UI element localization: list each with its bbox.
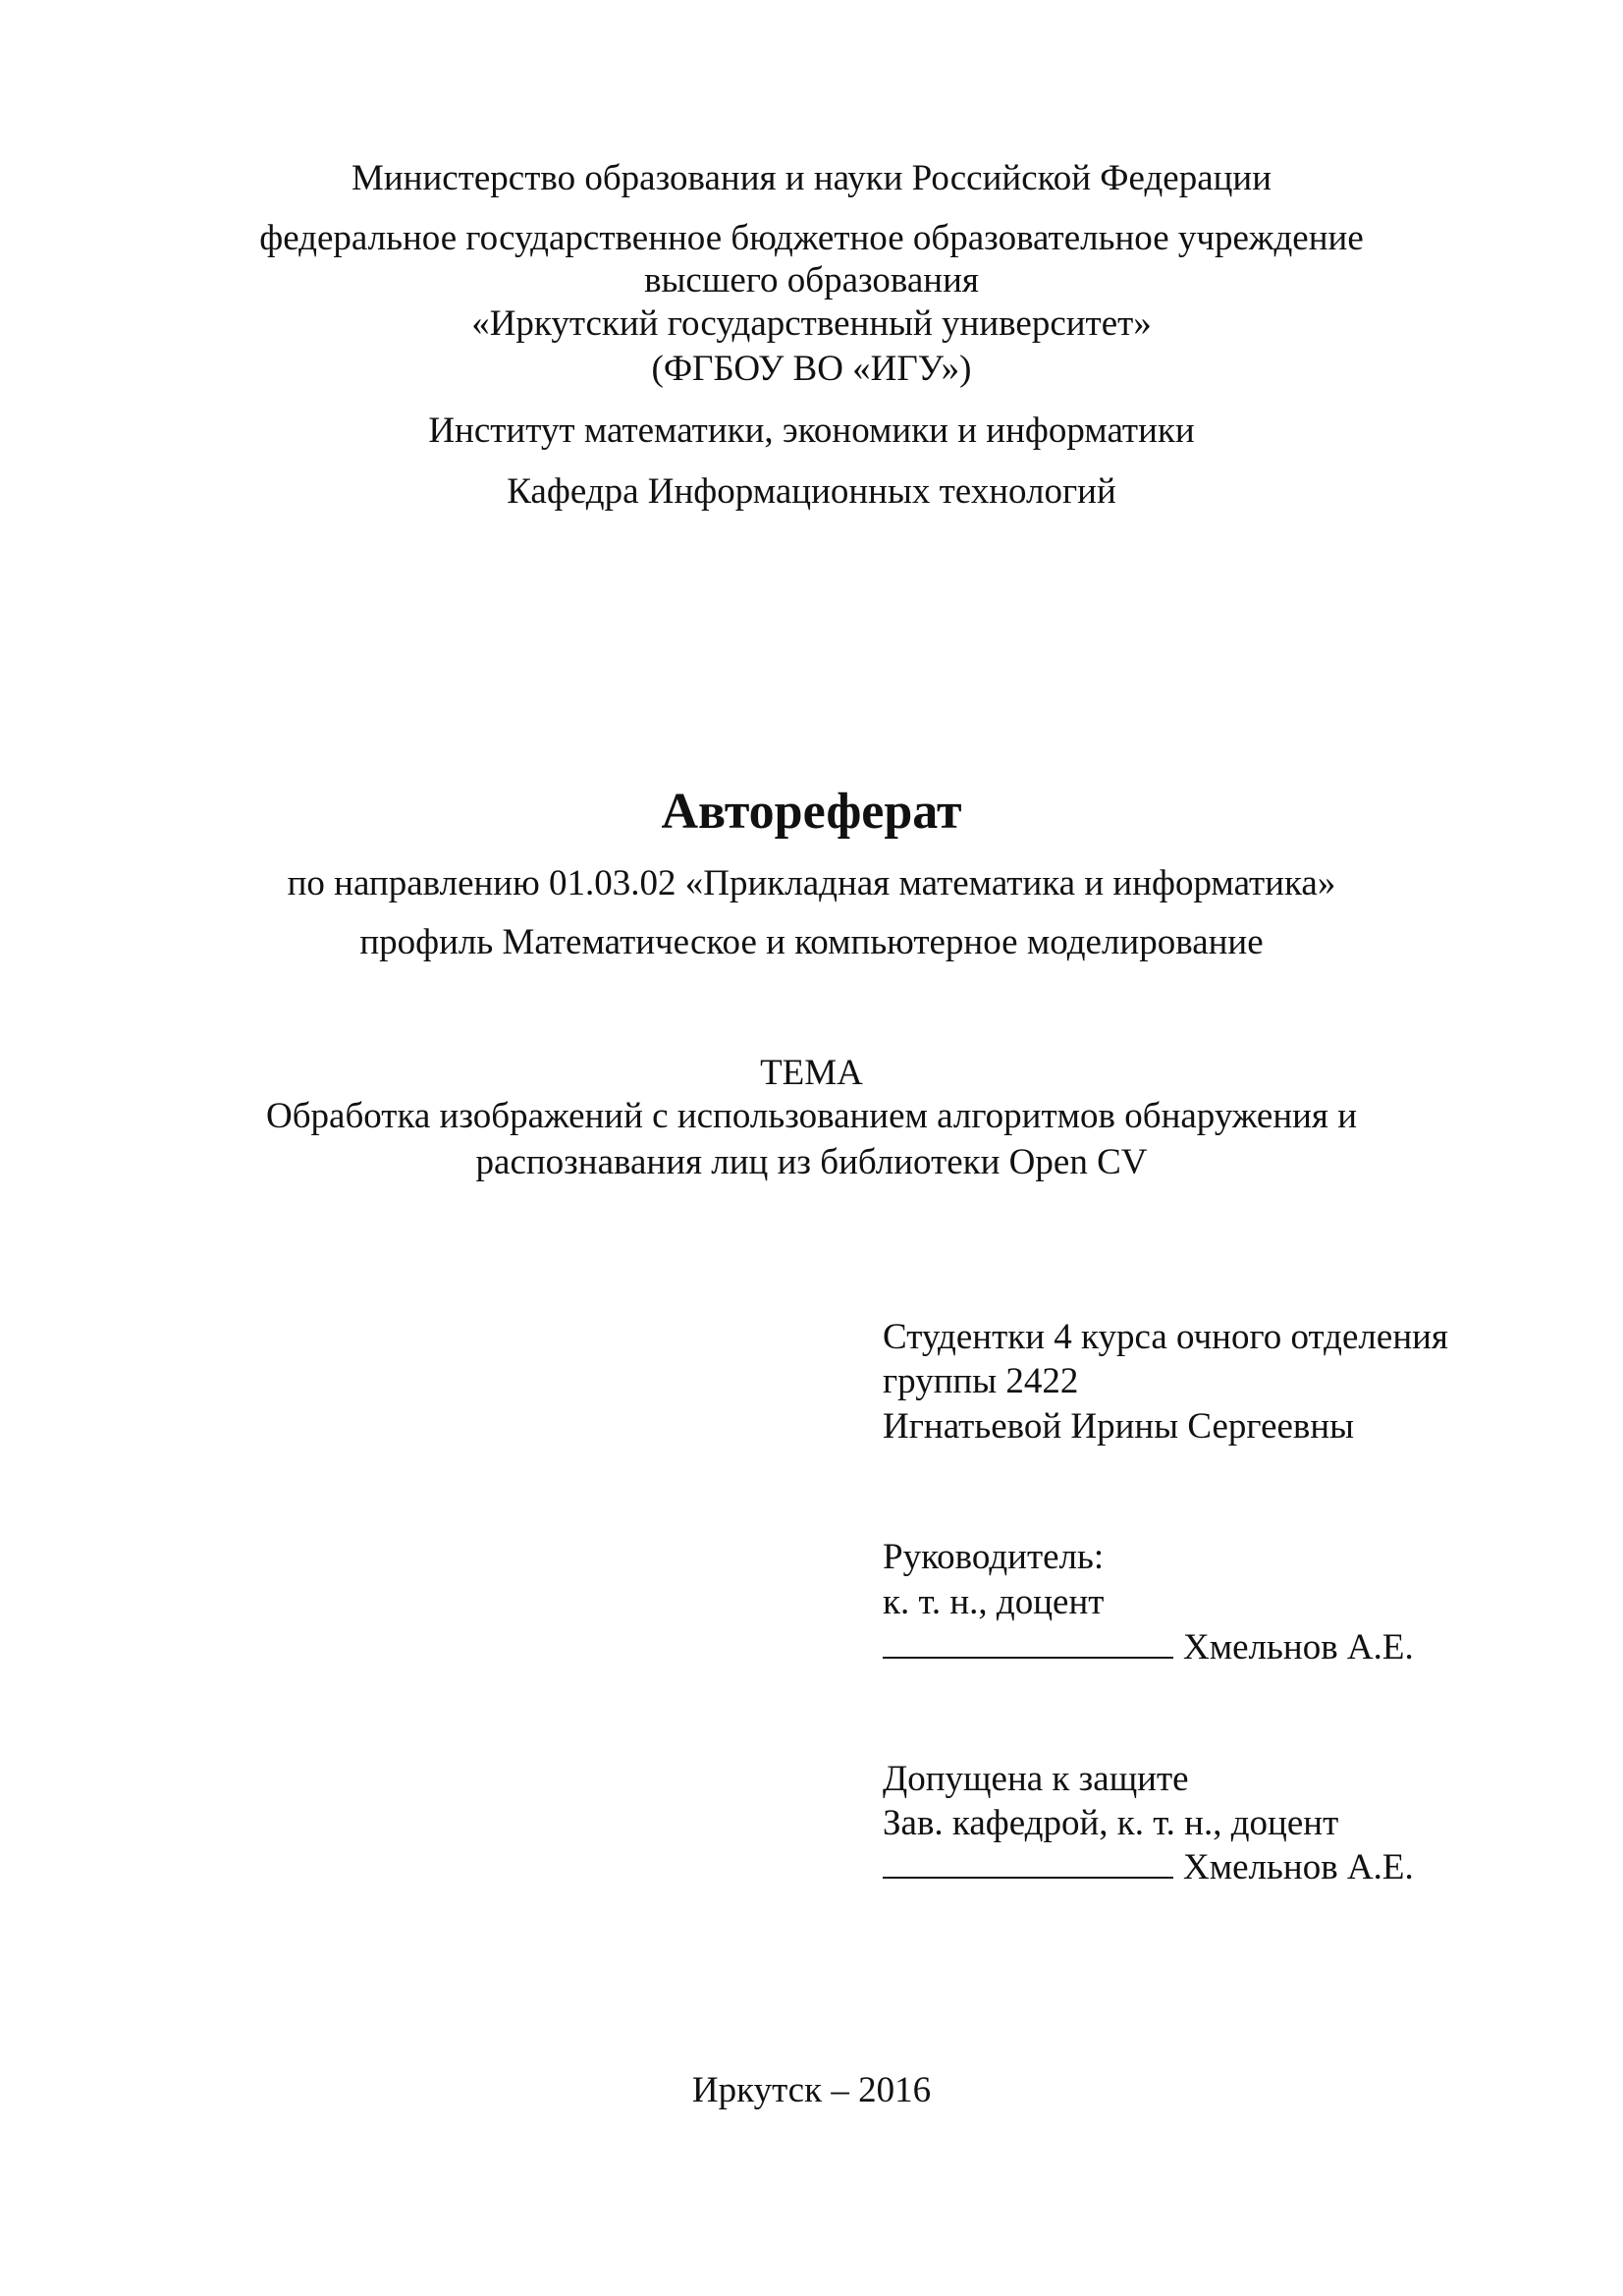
- direction-line: по направлению 01.03.02 «Прикладная математика и информатика»: [287, 863, 1336, 903]
- ministry-line: Министерство образования и науки Российской Федерации: [351, 158, 1272, 198]
- head-signature-line: [883, 1843, 1173, 1879]
- head-name: Хмельнов А.Е.: [1183, 1847, 1414, 1887]
- supervisor-degree: к. т. н., доцент: [883, 1582, 1105, 1622]
- institution-type-line-2: высшего образования: [644, 260, 979, 301]
- student-name: Игнатьевой Ирины Сергеевны: [883, 1406, 1355, 1447]
- department-name: Кафедра Информационных технологий: [507, 471, 1116, 512]
- topic-line-2: распознавания лиц из библиотеки Open CV: [475, 1142, 1148, 1182]
- document-title: Автореферат: [661, 784, 962, 840]
- supervisor-label: Руководитель:: [883, 1537, 1105, 1577]
- head-of-department-position: Зав. кафедрой, к. т. н., доцент: [883, 1803, 1339, 1843]
- topic-label: ТЕМА: [760, 1053, 863, 1093]
- topic-line-1: Обработка изображений с использованием алгоритмов обнаружения и: [265, 1096, 1357, 1136]
- student-group: группы 2422: [883, 1361, 1079, 1401]
- supervisor-signature-row: [883, 1623, 1414, 1671]
- institution-type-line-1: федеральное государственное бюджетное образовательное учреждение: [259, 218, 1364, 258]
- supervisor-name: Хмельнов А.Е.: [1183, 1627, 1414, 1667]
- head-signature-row: [883, 1843, 1414, 1891]
- student-line-1: Студентки 4 курса очного отделения: [883, 1317, 1448, 1357]
- profile-line: профиль Математическое и компьютерное моделирование: [359, 922, 1264, 962]
- supervisor-signature-line: [883, 1623, 1173, 1659]
- institute-name: Институт математики, экономики и информатики: [428, 410, 1195, 451]
- university-abbreviation: (ФГБОУ ВО «ИГУ»): [651, 349, 972, 389]
- city-year: Иркутск – 2016: [691, 2070, 932, 2110]
- admission-label: Допущена к защите: [883, 1759, 1189, 1799]
- university-name: «Иркутский государственный университет»: [471, 303, 1152, 344]
